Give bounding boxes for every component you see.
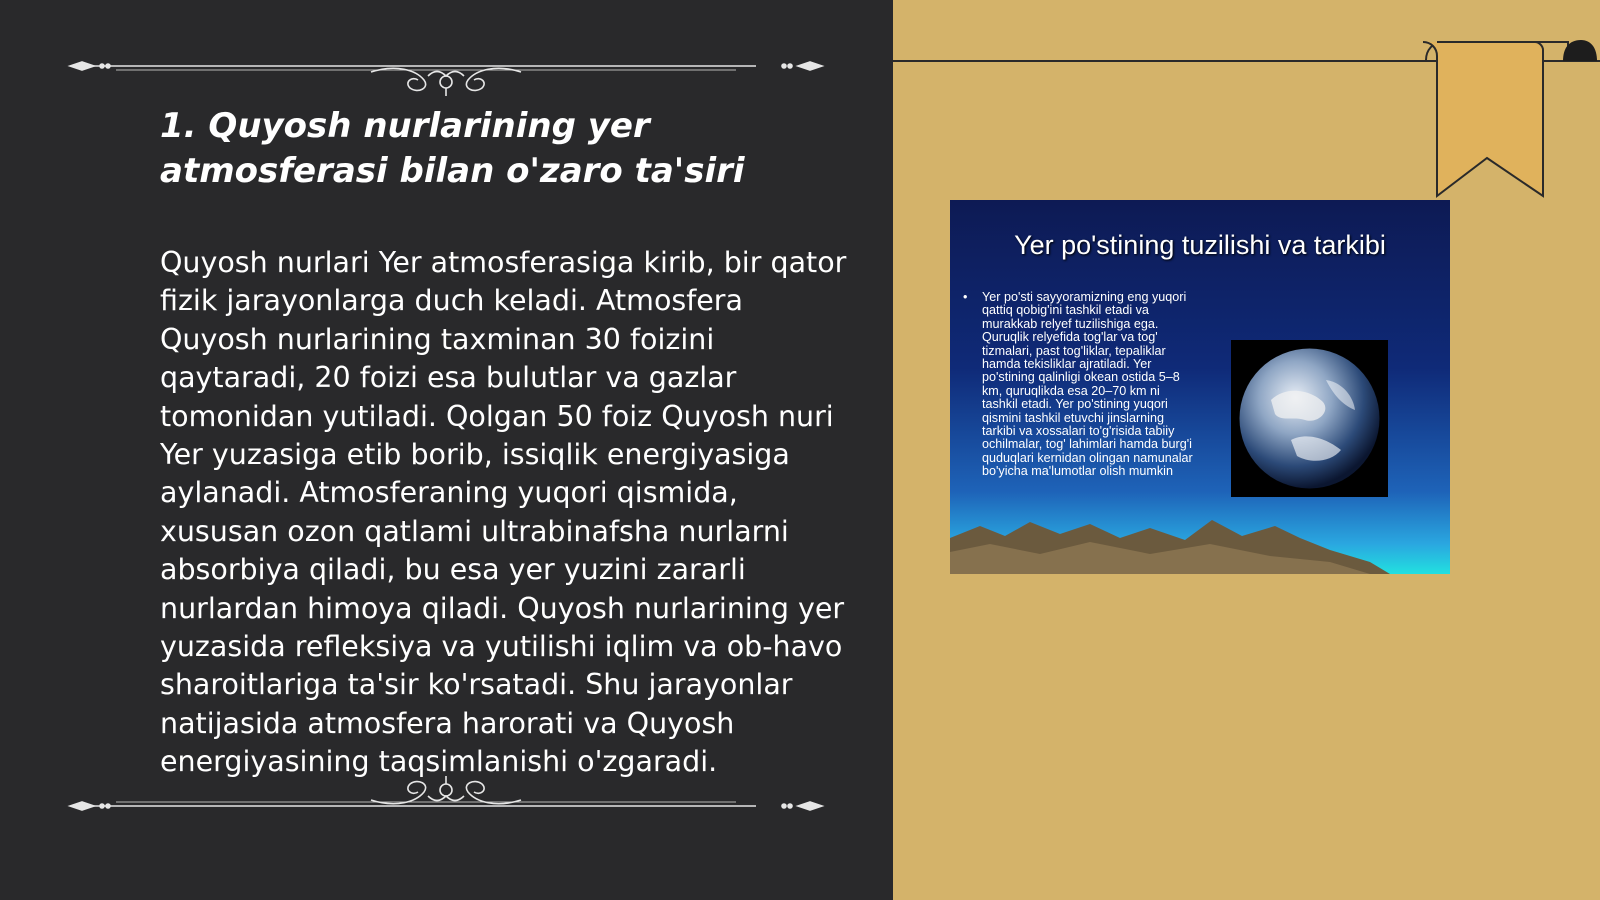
slide-body-text: Quyosh nurlari Yer atmosferasiga kirib, bir qator fizik jarayonlarga duch keladi. Atmosfera Quyosh nurlarining taxminan 30 foizini qaytaradi, 20 foizi esa bulutlar va gazlar tomonidan yutiladi. Qolgan 50 foiz Quyosh nuri Yer yuzasiga etib borib, issiqlik energiyasiga aylanadi. Atmosferaning yuqori qismida, xususan ozon qatlami ultrabinafsha nurlarni absorbiya qiladi, bu esa yer yuzini zararli nurlardan himoya qiladi. Quyosh nurlarining yer yuzasida refleksiya va yutilishi iqlim va ob-havo sharoitlariga ta'sir ko'rsatadi. Shu jarayonlar natijasida atmosfera harorati va Quyosh energiyasining taqsimlanishi o'zgaradi.	[160, 246, 847, 779]
embedded-slide-title: Yer po'stining tuzilishi va tarkibi	[1014, 230, 1386, 260]
ribbon-bookmark-icon	[893, 30, 1600, 200]
slide-title: 1. Quyosh nurlarining yer atmosferasi bilan o'zaro ta'siri	[160, 106, 745, 191]
embedded-slide-bullet-text: Yer po'sti sayyoramizning eng yuqori qattiq qobig'ini tashkil etadi va murakkab relyef tuzilishiga ega. Quruqlik relyefida tog'lar va tog' tizmalari, past tog'liklar, tepaliklar hamda tekisliklar ajratiladi. Yer po'stining qalinligi okean ostida 5–8 km, quruqlikda esa 20–70 km ni tashkil etadi. Yer po'stining yuqori qismini tashkil etuvchi jinslarning tarkibi va xossalari to'g'risida tabiiy ochilmalar, tog' lahimlari hamda burg'i quduqlari kernidan olingan namunalar bo'yicha ma'lumotlar olish mumkin	[982, 290, 1193, 479]
embedded-slide-image	[950, 200, 1450, 574]
earth-globe-icon	[1231, 340, 1388, 497]
top-divider-ornament-icon	[66, 46, 826, 96]
embedded-slide-bullet	[963, 290, 1196, 479]
bottom-divider-ornament-icon	[66, 776, 826, 826]
bullet-marker: •	[963, 290, 968, 304]
mountains-silhouette	[950, 518, 1450, 574]
